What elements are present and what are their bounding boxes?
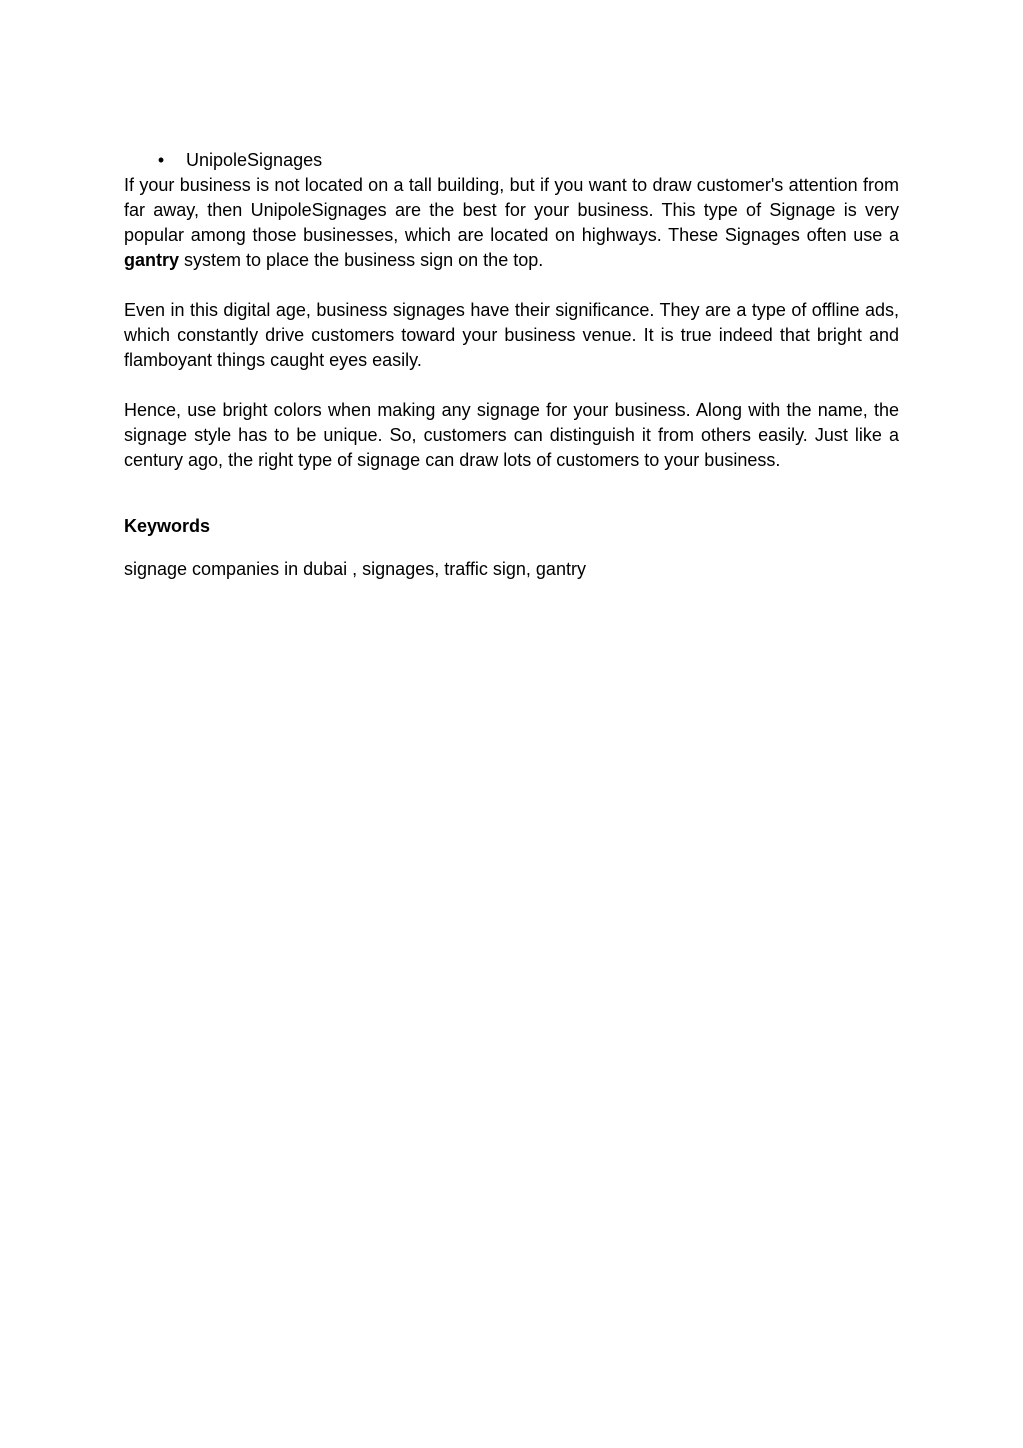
bullet-list-item [124, 148, 899, 173]
keywords-text: signage companies in dubai , signages, traffic sign, gantry [124, 559, 586, 579]
bullet-paragraph [124, 173, 899, 273]
bullet-paragraph-text: If your business is not located on a tall building, but if you want to draw customer's attention from far away, then UnipoleSignages are the best for your business. This type of Signage is very popular among those businesses, which are located on highways. These Signages often use a [124, 175, 899, 245]
bold-term-gantry: gantry [124, 250, 180, 270]
body-paragraph: Even in this digital age, business signages have their significance. They are a type of offline ads, which constantly drive customers toward your business venue. It is true indeed that bright and flamboyant things caught eyes easily. [124, 300, 899, 370]
bullet-paragraph-text-end: system to place the business sign on the top. [179, 250, 544, 270]
document-body [124, 148, 899, 582]
bullet-title: UnipoleSignages [186, 150, 323, 170]
bullet-icon: • [157, 150, 165, 170]
body-paragraph: Hence, use bright colors when making any signage for your business. Along with the name, the signage style has to be unique. So, customers can distinguish it from others easily. Just like a century ago, the right type of signage can draw lots of customers to your business. [124, 400, 899, 470]
keywords-heading: Keywords [124, 516, 211, 536]
